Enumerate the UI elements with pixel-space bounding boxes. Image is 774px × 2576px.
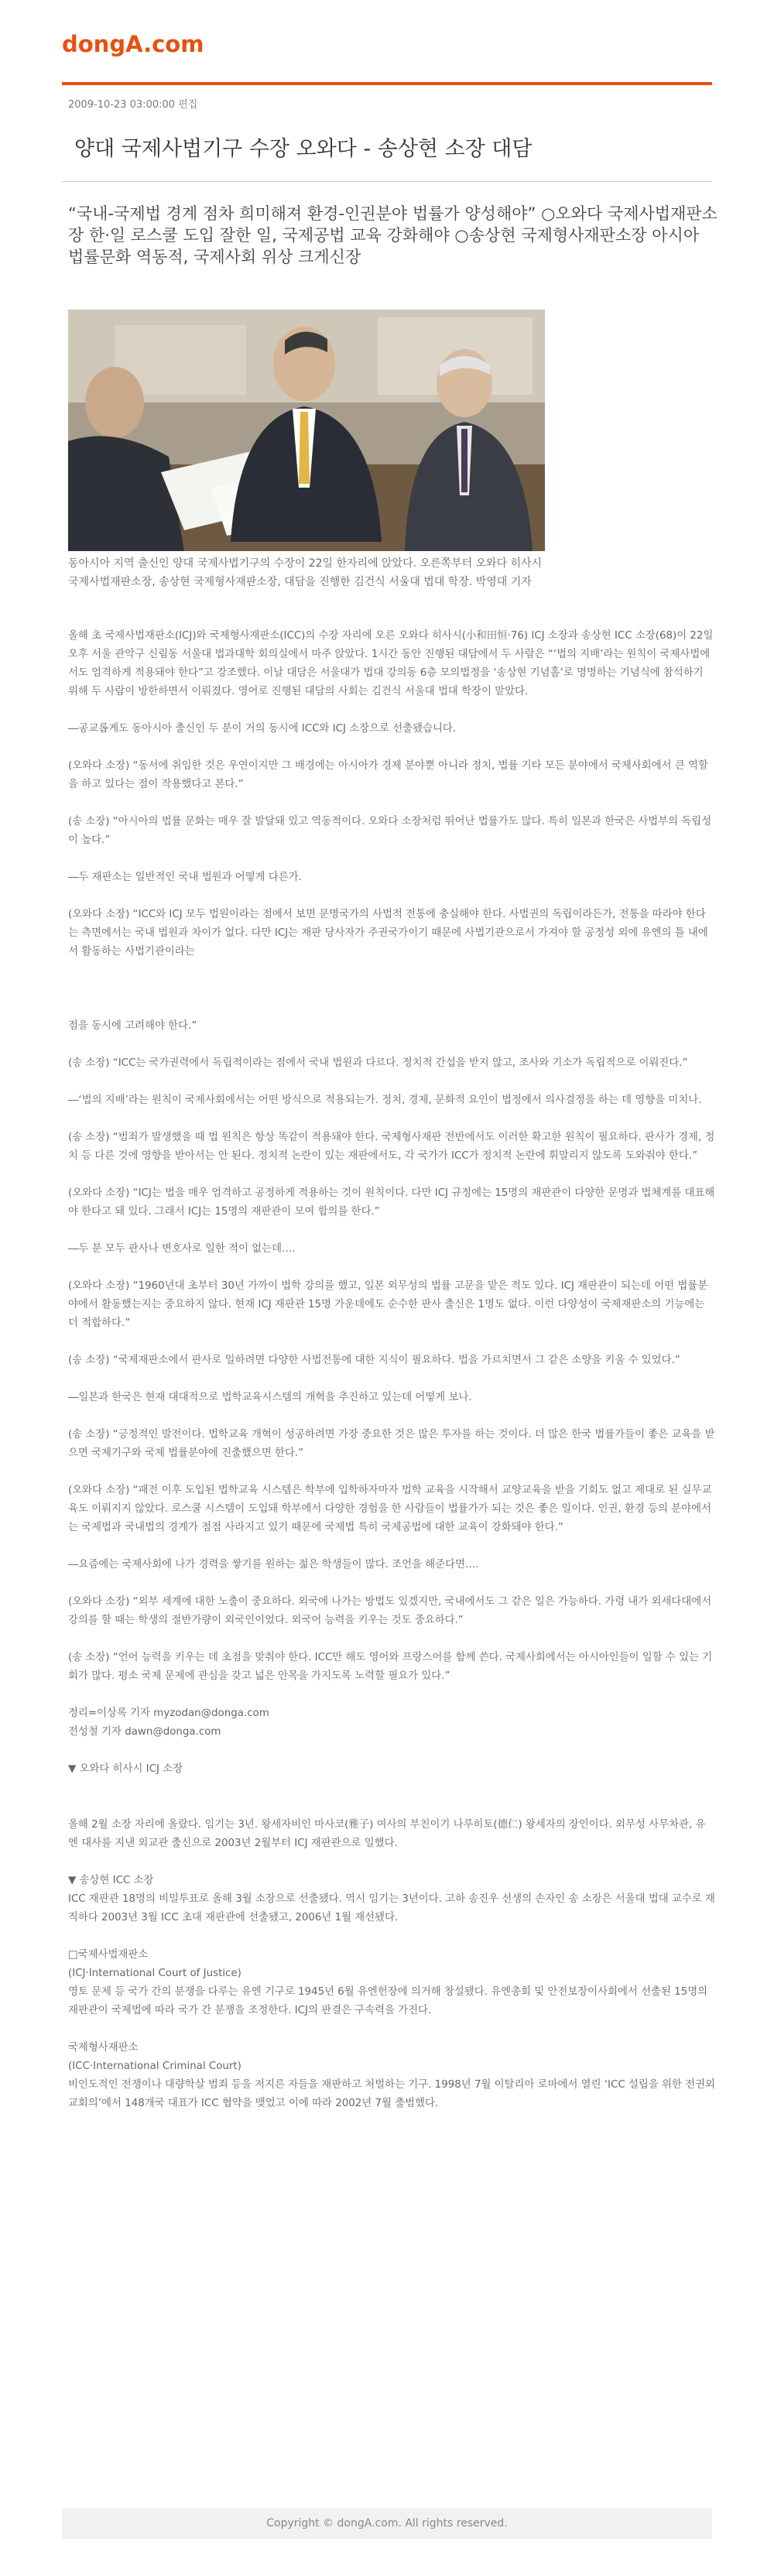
article-title: 양대 국제사법기구 수장 오와다 - 송상현 소장 대담 — [74, 137, 533, 161]
article-photo — [68, 310, 545, 551]
question: ―일본과 한국은 현재 대대적으로 법학교육시스템의 개혁을 추진하고 있는데 어떻게 보나. — [68, 1392, 472, 1403]
answer: (오와다 소장) “ICC와 ICJ 모두 법원이라는 점에서 보면 문명국가의 사법적 전통에 충실해야 한다. 사법권의 독립이라든가, 전통을 따라야 한다는 측면에서는 국내 법원과 차이가 없다. 다만 ICJ는 재판 당사자가 주권국가이기 때문에 사법기관으로서 가져야 할 공정성 외에 유엔의 틀 내에서 활동하는 사법기관이라는 — [68, 909, 708, 957]
question: ―두 분 모두 판사나 변호사로 일한 적이 없는데…. — [68, 1243, 296, 1255]
answer: (송 소장) “아시아의 법률 문화는 매우 잘 발달돼 있고 역동적이다. 오와다 소장처럼 뛰어난 법률가도 많다. 특히 일본과 한국은 사법부의 독립성이 높다.” — [68, 816, 712, 846]
answer: (오와다 소장) “동서에 취임한 것은 우연이지만 그 배경에는 아시아가 경제 분야뿐 아니라 정치, 법률 기타 모든 분야에서 국제사회에서 큰 역할을 하고 있다는 점이 작용했다고 본다.” — [68, 760, 708, 790]
profile-song — [68, 1872, 715, 1927]
glossary-icj-subheading: (ICJ·International Court of Justice) — [68, 1968, 241, 1979]
glossary-icc-subheading: (ICC·International Criminal Court) — [68, 2060, 241, 2072]
answer: (송 소장) “ICC는 국가권력에서 독립적이라는 점에서 국내 법원과 다르다. 정치적 간섭을 받지 않고, 조사와 기소가 독립적으로 이뤄진다.” — [68, 1057, 688, 1069]
answer: (송 소장) “국제재판소에서 판사로 일하려면 다양한 사법전통에 대한 지식이 필요하다. 법을 가르치면서 그 같은 소양을 키울 수 있었다.” — [68, 1355, 680, 1366]
profile-text-song: ICC 재판관 18명의 비밀투표로 올해 3월 소장으로 선출됐다. 역시 임기는 3년이다. 고하 송진우 선생의 손자인 송 소장은 서울대 법대 교수로 재직하다 2003년 3월 ICC 초대 재판관에 선출됐고, 2006년 1월 재선됐다. — [68, 1893, 715, 1923]
question: ―‘법의 지배’라는 원칙이 국제사회에서는 어떤 방식으로 적용되는가. 정치, 경제, 문화적 요인이 법정에서 의사결정을 하는 데 영향을 미치나. — [68, 1094, 702, 1106]
answer-continued: 점을 동시에 고려해야 한다.” — [68, 1020, 197, 1032]
answer: (송 소장) “범죄가 발생했을 때 법 원칙은 항상 똑같이 적용돼야 한다. 국제형사재판 전반에서도 이러한 확고한 원칙이 필요하다. 판사가 경제, 정치 등 다른 것에 영향을 받아서는 안 된다. 정치적 논란이 있는 재판에서도, 각 국가가 ICC가 정치적 논란에 휘말리지 않도록 도와줘야 한다.” — [68, 1132, 715, 1162]
glossary-icc-heading: 국제형사재판소 — [68, 2042, 139, 2054]
profile-heading-song: ▼ 송상현 ICC 소장 — [68, 1875, 154, 1886]
answer: (오와다 소장) “1960년대 초부터 30년 가까이 법학 강의를 했고, 일본 외무성의 법률 고문을 맡은 적도 있다. ICJ 재판관이 되는데 어떤 법률분야에서 활동했는지는 중요하지 않다. 현재 ICJ 재판관 15명 가운데에도 순수한 판사 출신은 1명도 없다. 이런 다양성이 국제재판소의 기능에는 더 적합하다.” — [68, 1280, 708, 1329]
answer: (오와다 소장) “ICJ는 법을 매우 엄격하고 공정하게 적용하는 것이 원칙이다. 다만 ICJ 규정에는 15명의 재판관이 다양한 문명과 법체계를 대표해야 한다고 돼 있다. 그래서 ICJ는 15명의 재판관이 모여 합의를 한다.” — [68, 1187, 715, 1218]
question: ―두 재판소는 일반적인 국내 법원과 어떻게 다른가. — [68, 872, 302, 883]
header-divider — [62, 82, 712, 85]
title-divider — [62, 181, 712, 182]
answer: (오와다 소장) “외부 세계에 대한 노출이 중요하다. 외국에 나가는 방법도 있겠지만, 국내에서도 그 같은 일은 가능하다. 가령 내가 외세다대에서 강의를 할 때는 학생의 절반가량이 외국인이었다. 외국어 능력을 키우는 것도 중요하다.” — [68, 1596, 712, 1626]
profile-heading-ouwada: ▼ 오와다 히사시 ICJ 소장 — [68, 1763, 183, 1775]
answer: (송 소장) “언어 능력을 키우는 데 초점을 맞춰야 한다. ICC만 해도 영어와 프랑스어를 함께 쓴다. 국제사회에서는 아시아인들이 일할 수 있는 기회가 많다. 평소 국제 문제에 관심을 갖고 넓은 안목을 가지도록 노력할 필요가 있다.” — [68, 1652, 713, 1682]
profile-text-ouwada: 올해 2월 소장 자리에 올랐다. 임기는 3년. 왕세자비인 마사코(雅子) 여사의 부친이기 나루히토(德仁) 왕세자의 장인이다. 외무성 사무차관, 유엔 대사를 지낸 외교관 출신으로 2003년 2월부터 ICJ 재판관으로 일했다. — [68, 1819, 706, 1849]
question: ―요즘에는 국제사회에 나가 경력을 쌓기를 원하는 젊은 학생들이 많다. 조언을 해준다면…. — [68, 1559, 479, 1571]
article-date: 2009-10-23 03:00:00 편집 — [68, 99, 198, 111]
glossary-icj — [68, 1946, 715, 2020]
answer: (송 소장) “긍정적인 발전이다. 법학교육 개혁이 성공하려면 가장 중요한 것은 많은 투자를 하는 것이다. 더 많은 한국 법률가들이 좋은 교육을 받으면 국제기구와 국제 법률분야에 진출했으면 한다.” — [68, 1429, 715, 1459]
byline — [68, 1704, 715, 1742]
byline-reporter: 정리=이상록 기자 myzodan@donga.com — [68, 1708, 269, 1719]
site-footer: Copyright © dongA.com. All rights reserved. — [62, 2508, 712, 2539]
photo-caption: 동아시아 지역 출신인 양대 국제사법기구의 수장이 22일 한자리에 앉았다. 오른쪽부터 오와다 히사시 국제사법재판소장, 송상현 국제형사재판소장, 대담을 진행한 김건식 서울대 법대 학장. 박영대 기자 — [68, 557, 543, 588]
glossary-icj-text: 영토 문제 등 국가 간의 분쟁을 다루는 유엔 기구로 1945년 6월 유엔헌장에 의거해 창설됐다. 유엔총회 및 안전보장이사회에서 선출된 15명의 재판관이 국제법에 따라 국가 간 분쟁을 조정한다. ICJ의 판결은 구속력을 가진다. — [68, 1986, 708, 2016]
paragraph: 올해 초 국제사법재판소(ICJ)와 국제형사재판소(ICC)의 수장 자리에 오른 오와다 히사시(小和田恒·76) ICJ 소장과 송상현 ICC 소장(68)이 22일 오후 서울 관악구 신림동 서울대 법과대학 회의실에서 마주 앉았다. 1시간 동안 진행된 대담에서 두 사람은 “‘법의 지배’라는 원칙이 국제사법에서도 엄격하게 적용돼야 한다”고 강조했다. 이날 대담은 서울대가 법대 강의동 6층 모의법정을 ‘송상현 기념홀’로 명명하는 기념식에 참석하기 위해 두 사람이 방한하면서 이뤄졌다. 영어로 진행된 대담의 사회는 김건식 서울대 법대 학장이 맡았다. — [68, 630, 714, 697]
glossary-icj-heading: □국제사법재판소 — [68, 1949, 149, 1961]
glossary-icc-text: 비인도적인 전쟁이나 대량학살 범죄 등을 저지른 자들을 재판하고 처벌하는 기구. 1998년 7월 이탈리아 로마에서 열린 ‘ICC 설립을 위한 전권외교회의’에서 148개국 대표가 ICC 협약을 맺었고 이에 따라 2002년 7월 출범했다. — [68, 2079, 715, 2109]
interview-photo-illustration — [68, 310, 545, 551]
glossary-icc — [68, 2039, 715, 2113]
answer: (오와다 소장) “패전 이후 도입된 법학교육 시스템은 학부에 입학하자마자 법학 교육을 시작해서 교양교육을 받을 기회도 없고 제대로 된 실무교육도 이뤄지지 않았다. 로스쿨 시스템이 도입돼 학부에서 다양한 경험을 한 사람들이 법률가가 되는 것은 좋은 일이다. 인권, 환경 등의 분야에서는 국제법과 국내법의 경계가 점점 사라지고 있기 때문에 국제법 특히 국제공법에 대한 교육이 강화돼야 한다.” — [68, 1485, 712, 1533]
article-body — [68, 627, 715, 2132]
site-header — [62, 31, 712, 57]
question: ―공교롭게도 동아시아 출신인 두 분이 거의 동시에 ICC와 ICJ 소장으로 선출됐습니다. — [68, 723, 457, 735]
article-subtitle: “국내-국제법 경계 점차 희미해져 환경-인권분야 법률가 양성해야” ○오와다 국제사법재판소장 한·일 로스쿨 도입 잘한 일, 국제공법 교육 강화해야 ○송상현 국제형사재판소장 아시아 법률문화 역동적, 국제사회 위상 크게신장 — [68, 204, 717, 266]
site-logo[interactable]: dongA.com — [62, 31, 204, 57]
byline-photographer: 전성철 기자 dawn@donga.com — [68, 1726, 221, 1738]
